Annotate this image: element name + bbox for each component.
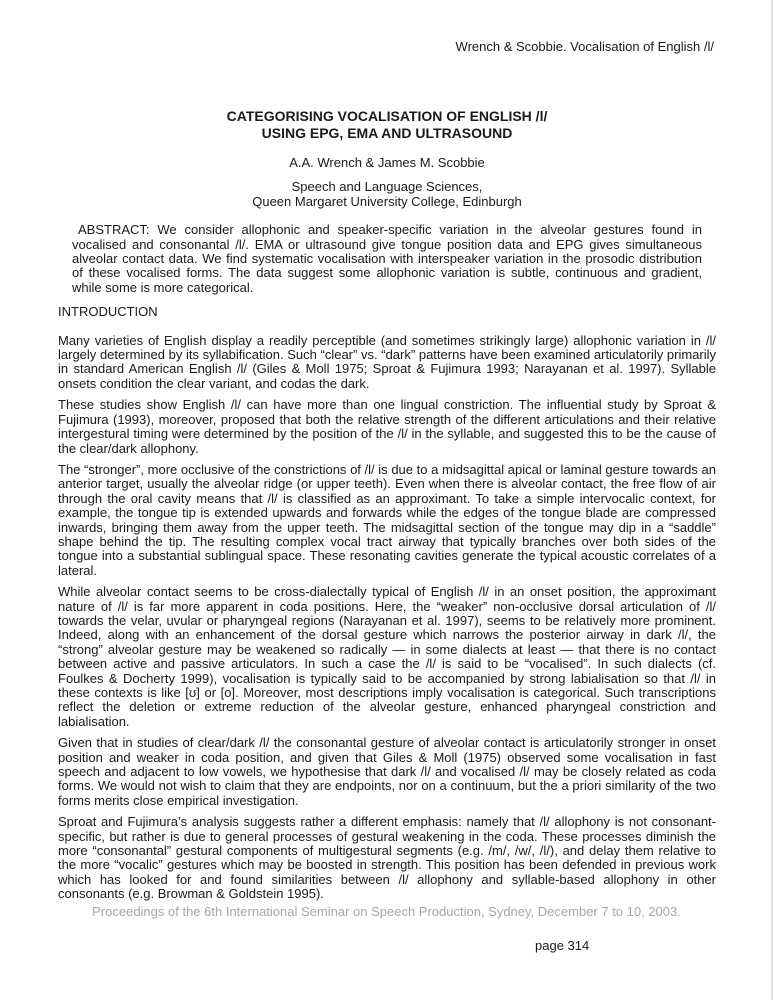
paragraph-2: These studies show English /l/ can have more than one lingual constriction. The influential study by Sproat & Fujimura (1993), moreover, proposed that both the relative strength of the different articulations and their relative intergestural timing were determined by the position of the /l/ in the syllable, and suggested this to be the cause of the clear/dark allophony. — [58, 397, 716, 456]
paper-title — [58, 0, 716, 142]
affiliation-line1: Speech and Language Sciences, — [291, 179, 483, 195]
running-head: Wrench & Scobbie. Vocalisation of English /l/ — [455, 39, 714, 54]
proceedings-footer: Proceedings of the 6th International Seminar on Speech Production, Sydney, December 7 to 10, 2003. — [92, 904, 681, 919]
affiliation — [58, 180, 716, 209]
page-content — [58, 0, 716, 902]
paragraph-1: Many varieties of English display a readily perceptible (and sometimes strikingly large) allophonic variation in /l/ largely determined by its syllabification. Such “clear” vs. “dark” patterns have been examined articulatorily primarily in standard American English /l/ (Giles & Moll 1975; Sproat & Fujimura 1993; Narayanan et al. 1997). Syllable onsets condition the clear variant, and codas the dark. — [58, 332, 716, 391]
affiliation-line2: Queen Margaret University College, Edinburgh — [252, 193, 522, 209]
page-number: page 314 — [535, 938, 590, 953]
section-heading-introduction: INTRODUCTION — [58, 304, 158, 320]
paragraph-3: The “stronger”, more occlusive of the constrictions of /l/ is due to a midsagittal apical or laminal gesture towards an anterior target, usually the alveolar ridge (or upper teeth). Even when there is alveolar contact, the free flow of air through the oral cavity means that /l/ is classified as an approximant. To take a simple intervocalic context, for example, the tongue tip is extended upwards and forwards while the edges of the tongue blade are compressed inwards, bringing them away from the upper teeth. The midsagittal section of the tongue may dip in a “saddle” shape behind the tip. The resulting complex vocal tract airway that typically branches over both sides of the tongue into a substantial sublingual space. These resonating cavities generate the typical acoustic correlates of a lateral. — [58, 461, 716, 578]
paragraph-4: While alveolar contact seems to be cross-dialectally typical of English /l/ in an onset position, the approximant nature of /l/ is far more apparent in coda positions. Here, the “weaker” non-occlusive dorsal articulation of /l/ towards the velar, uvular or pharyngeal regions (Narayanan et al. 1997), seems to be relatively more prominent. Indeed, along with an enhancement of the dorsal gesture which narrows the posterior airway in dark /l/, the “strong” alveolar gesture may be weakened so radically — in some dialects at least — that there is no contact between active and passive articulators. In such a case the /l/ is said to be “vocalised”. In such dialects (cf. Foulkes & Docherty 1999), vocalisation is typically said to be accompanied by strong labialisation so that /l/ in these contexts is like [ʊ] or [o]. Moreover, most descriptions imply vocalisation is categorical. Such transcriptions reflect the deletion or extreme reduction of the alveolar gesture, enhanced pharyngeal constriction and labialisation. — [58, 584, 716, 729]
paper-title-line2: USING EPG, EMA AND ULTRASOUND — [261, 125, 513, 141]
paragraph-6: Sproat and Fujimura’s analysis suggests rather a different emphasis: namely that /l/ allophony is not consonant-specific, but rather is due to general processes of gestural weakening in the coda. These processes diminish the more “consonantal” gestural components of multigestural segments (e.g. /m/, /w/, /l/), and delay them relative to the more “vocalic” gestures which may be boosted in strength. This position has been defended in previous work which has looked for and found similarities between /l/ allophony and syllable-based allophony in other consonants (e.g. Browman & Goldstein 1995). — [58, 814, 716, 902]
paper-title-line1: CATEGORISING VOCALISATION OF ENGLISH /l/ — [226, 108, 548, 124]
abstract: ABSTRACT: We consider allophonic and speaker-specific variation in the alveolar gestures found in vocalised and consonantal /l/. EMA or ultrasound give tongue position data and EPG gives simultaneous alveolar contact data. We find systematic vocalisation with interspeaker variation in the prosodic distribution of these vocalised forms. The data suggest some allophonic variation is subtle, continuous and gradient, while some is more categorical. — [72, 222, 702, 295]
authors: A.A. Wrench & James M. Scobbie — [289, 155, 485, 170]
paragraph-5: Given that in studies of clear/dark /l/ the consonantal gesture of alveolar contact is articulatorily stronger in onset position and weaker in coda position, and given that Giles & Moll (1975) observed some vocalisation in fast speech and adjacent to low vowels, we hypothesise that dark /l/ and vocalised /l/ may be closely related as coda forms. We would not wish to claim that they are endpoints, nor on a continuum, but the a priori similarity of the two forms merits close empirical investigation. — [58, 735, 716, 808]
